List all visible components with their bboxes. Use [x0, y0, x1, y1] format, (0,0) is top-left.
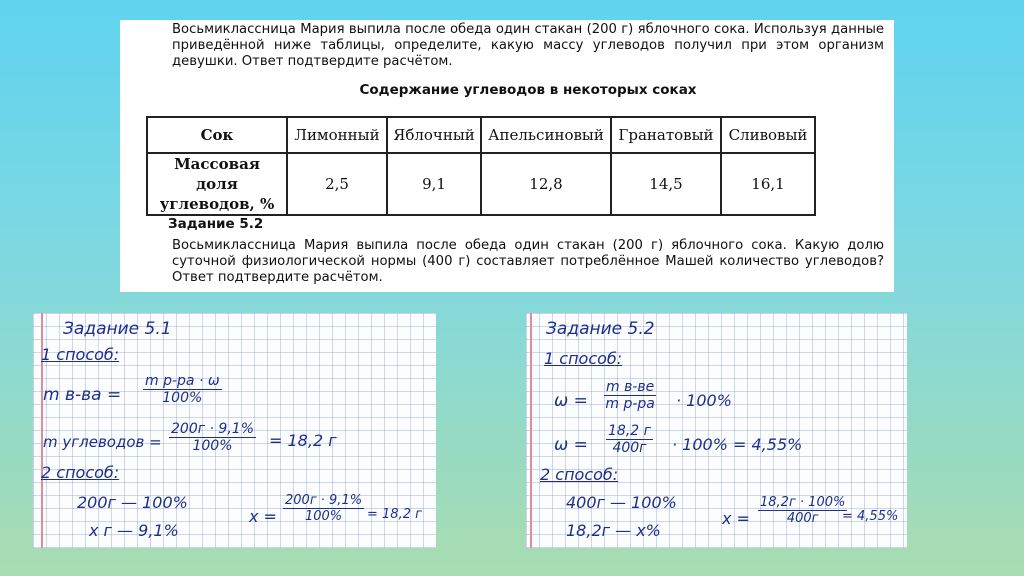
fraction-numerator: m р-ра · ω	[145, 373, 220, 389]
method2-label: 2 способ:	[540, 465, 619, 484]
fraction-denominator: m р-ра	[605, 396, 655, 412]
formula-lhs: х =	[722, 509, 750, 528]
formula-fraction	[283, 493, 364, 524]
formula-lhs: m углеводов =	[43, 433, 162, 451]
table-value-row	[147, 153, 815, 215]
table-row-header: Массовая доля углеводов, %	[147, 153, 287, 215]
table-col-header: Апельсиновый	[481, 117, 611, 153]
notes-title: Задание 5.1	[63, 319, 172, 339]
fraction-numerator: m в-ве	[606, 379, 655, 395]
fraction-denominator: 100%	[304, 509, 343, 524]
fraction-numerator: 18,2г · 100%	[760, 495, 846, 510]
juice-table	[146, 116, 816, 216]
task-card	[120, 20, 894, 292]
formula-fraction	[758, 495, 847, 526]
table-cell: 2,5	[287, 153, 387, 215]
proportion-line: х г — 9,1%	[89, 521, 179, 540]
fraction-numerator: 200г · 9,1%	[171, 421, 254, 437]
notes-title: Задание 5.2	[546, 319, 655, 339]
fraction-denominator: 100%	[192, 438, 233, 454]
task52-title: Задание 5.2	[168, 216, 264, 232]
method2-label: 2 способ:	[41, 463, 120, 482]
table-col-header: Яблочный	[387, 117, 481, 153]
proportion-line: 18,2г — х%	[566, 521, 661, 540]
formula-result: = 4,55%	[842, 509, 899, 524]
table-header-row	[147, 117, 815, 153]
task51-text: Восьмиклассница Мария выпила после обеда один стакан (200 г) яблочного сока. Используя данные приведённой ниже таблицы, определите, какую массу углеводов получил при этом организм девушки. Ответ подтвердите расчётом.	[172, 22, 884, 69]
table-col-header: Сливовый	[721, 117, 815, 153]
table-col-header: Лимонный	[287, 117, 387, 153]
table-cell: 16,1	[721, 153, 815, 215]
fraction-denominator: 100%	[162, 390, 203, 406]
proportion-line: 200г — 100%	[77, 493, 188, 512]
margin-line	[530, 313, 532, 548]
formula-fraction	[606, 423, 653, 456]
fraction-denominator: 400г	[786, 511, 819, 526]
formula-lhs: ω =	[554, 391, 588, 411]
formula-lhs: ω =	[554, 435, 588, 455]
task52-text: Восьмиклассница Мария выпила после обеда один стакан (200 г) яблочного сока. Какую долю суточной физиологической нормы (400 г) составляет потреблённое Машей количество углеводов? Ответ подтвердите расчётом.	[172, 238, 884, 285]
method1-label: 1 способ:	[544, 349, 623, 368]
table-row-header: Сок	[147, 117, 287, 153]
table-title: Содержание углеводов в некоторых соках	[359, 82, 697, 98]
table-cell: 14,5	[611, 153, 721, 215]
fraction-denominator: 400г	[612, 440, 647, 456]
notebook-right	[526, 313, 907, 548]
formula-result: = 18,2 г	[367, 507, 422, 522]
notebook-left	[33, 313, 436, 548]
table-col-header: Гранатовый	[611, 117, 721, 153]
proportion-line: 400г — 100%	[566, 493, 677, 512]
formula-result: · 100%	[676, 391, 732, 410]
formula-lhs: х =	[249, 507, 277, 526]
fraction-numerator: 18,2 г	[608, 423, 651, 439]
formula-fraction	[143, 373, 222, 406]
table-cell: 9,1	[387, 153, 481, 215]
formula-fraction	[604, 379, 656, 412]
table-cell: 12,8	[481, 153, 611, 215]
formula-result: = 18,2 г	[269, 431, 337, 450]
method1-label: 1 способ:	[41, 345, 120, 364]
formula-lhs: m в-ва =	[43, 385, 122, 405]
formula-result: · 100% = 4,55%	[672, 435, 803, 454]
fraction-numerator: 200г · 9,1%	[285, 493, 363, 508]
formula-fraction	[169, 421, 256, 454]
